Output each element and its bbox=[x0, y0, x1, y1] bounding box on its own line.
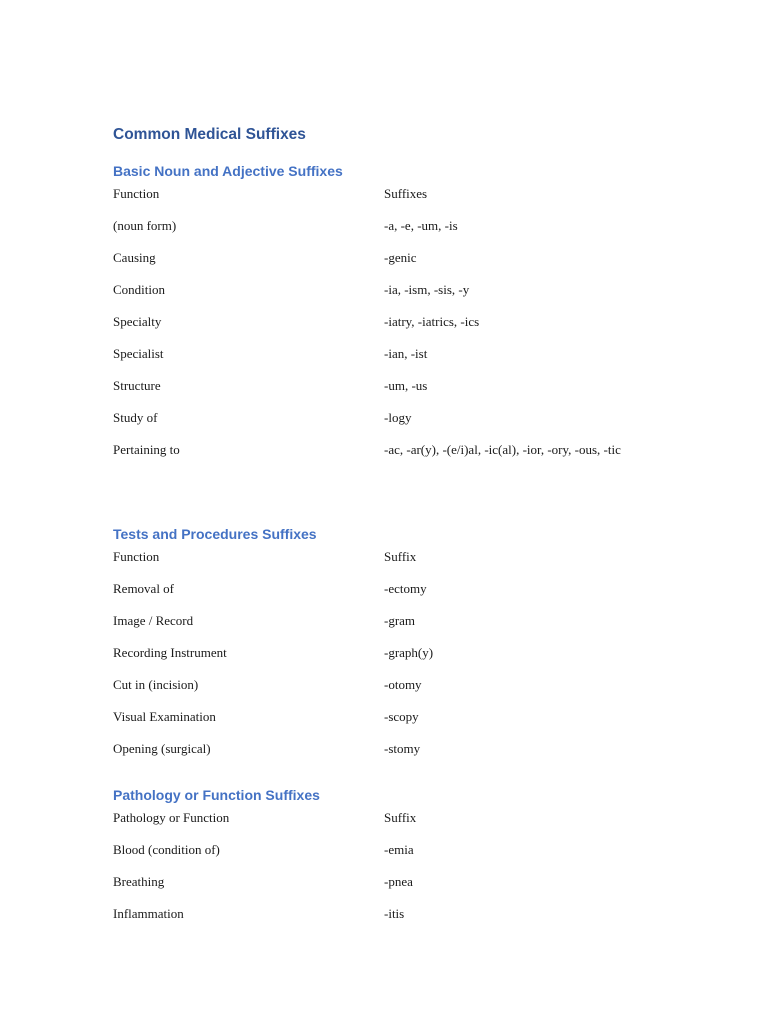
function-cell: Inflammation bbox=[113, 906, 184, 921]
function-cell: Removal of bbox=[113, 581, 175, 596]
function-cell: Visual Examination bbox=[113, 709, 216, 724]
column-header-suffix: Suffix bbox=[384, 810, 417, 825]
function-cell: Condition bbox=[113, 282, 166, 297]
function-cell: Specialist bbox=[113, 346, 164, 361]
suffix-cell: -iatry, -iatrics, -ics bbox=[384, 314, 480, 329]
column-header-function: Function bbox=[113, 186, 160, 201]
function-cell: Recording Instrument bbox=[113, 645, 227, 660]
suffix-cell: -ectomy bbox=[384, 581, 427, 596]
function-cell: Breathing bbox=[113, 874, 165, 889]
column-header-pathology: Pathology or Function bbox=[113, 810, 230, 825]
suffix-cell: -emia bbox=[384, 842, 414, 857]
suffix-cell: -um, -us bbox=[384, 378, 428, 393]
suffix-cell: -pnea bbox=[384, 874, 413, 889]
function-cell: Blood (condition of) bbox=[113, 842, 220, 857]
function-cell: Cut in (incision) bbox=[113, 677, 199, 692]
suffix-cell: -genic bbox=[384, 250, 417, 265]
function-cell: Image / Record bbox=[113, 613, 194, 628]
suffix-cell: -a, -e, -um, -is bbox=[384, 218, 458, 233]
function-cell: Specialty bbox=[113, 314, 162, 329]
function-cell: Pertaining to bbox=[113, 442, 180, 457]
column-header-suffix: Suffix bbox=[384, 549, 417, 564]
suffix-cell: -scopy bbox=[384, 709, 419, 724]
function-cell: Structure bbox=[113, 378, 161, 393]
document-title: Common Medical Suffixes bbox=[113, 126, 306, 143]
section-heading-pathology-function: Pathology or Function Suffixes bbox=[113, 787, 320, 803]
suffix-cell: -itis bbox=[384, 906, 405, 921]
suffix-cell: -ian, -ist bbox=[384, 346, 428, 361]
suffix-cell: -stomy bbox=[384, 741, 421, 756]
column-header-function: Function bbox=[113, 549, 160, 564]
suffix-cell: -ia, -ism, -sis, -y bbox=[384, 282, 470, 297]
suffix-cell: -otomy bbox=[384, 677, 422, 692]
section-heading-tests-procedures: Tests and Procedures Suffixes bbox=[113, 526, 317, 542]
suffix-cell: -logy bbox=[384, 410, 412, 425]
suffix-cell: -gram bbox=[384, 613, 416, 628]
function-cell: (noun form) bbox=[113, 218, 177, 233]
suffix-cell: -graph(y) bbox=[384, 645, 434, 660]
suffix-cell: -ac, -ar(y), -(e/i)al, -ic(al), -ior, -ory, -ous, -tic bbox=[384, 442, 621, 457]
function-cell: Causing bbox=[113, 250, 156, 265]
function-cell: Opening (surgical) bbox=[113, 741, 211, 756]
function-cell: Study of bbox=[113, 410, 158, 425]
column-header-suffix: Suffixes bbox=[384, 186, 428, 201]
section-heading-basic-suffixes: Basic Noun and Adjective Suffixes bbox=[113, 163, 343, 179]
